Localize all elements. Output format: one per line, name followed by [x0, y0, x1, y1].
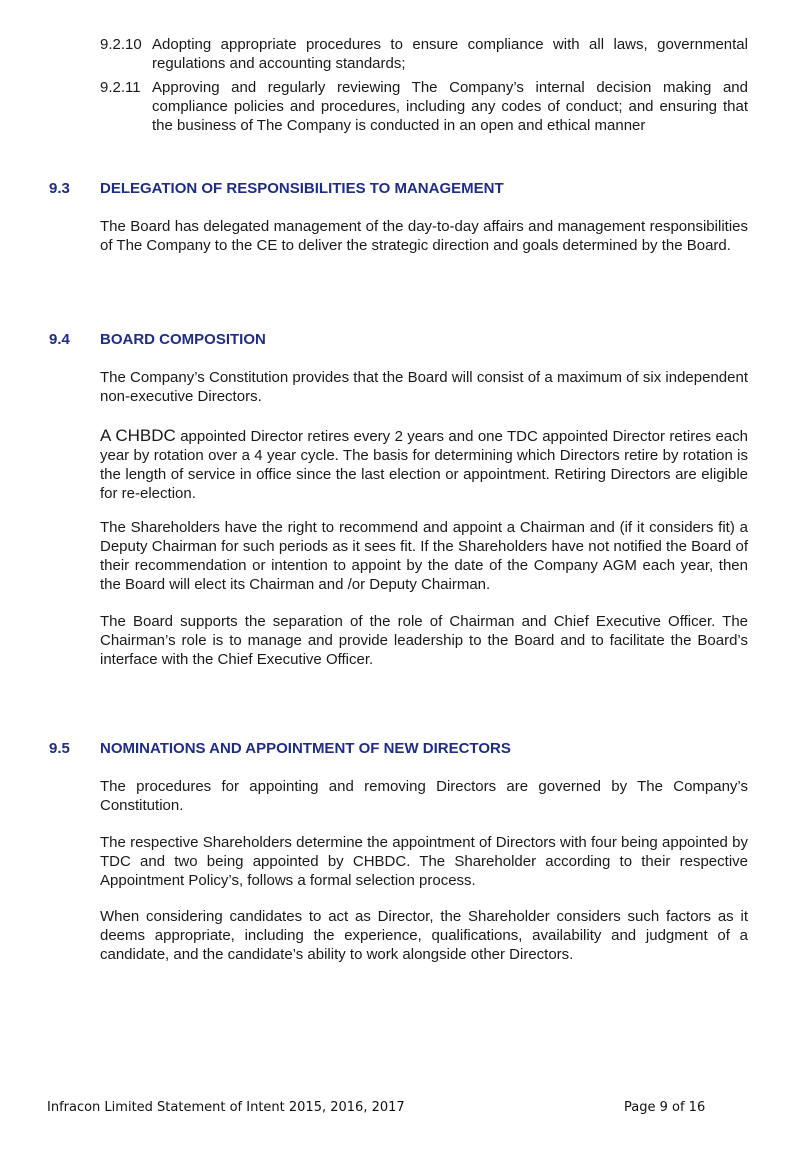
page-number: Page 9 of 16 — [624, 1100, 706, 1115]
item-text: Approving and regularly reviewing The Company’s internal decision making and compliance policies and procedures, including any codes of conduct; and ensuring that the business of The Company is conducted in an open and ethical manner — [152, 79, 748, 134]
paragraph: The Board supports the separation of the role of Chairman and Chief Executive Officer. The Chairman’s role is to manage and provide leadership to the Board and to facilitate the Board’s interface with the Chief Executive Officer. — [100, 613, 748, 668]
paragraph: The Company’s Constitution provides that the Board will consist of a maximum of six independent non-executive Directors. — [100, 369, 748, 405]
list-item — [100, 35, 748, 73]
paragraph: The procedures for appointing and removing Directors are governed by The Company’s Constitution. — [100, 778, 748, 814]
section-title: NOMINATIONS AND APPOINTMENT OF NEW DIRECTORS — [100, 740, 511, 757]
paragraph: The Shareholders have the right to recommend and appoint a Chairman and (if it considers fit) a Deputy Chairman for such periods as it sees fit. If the Shareholders have not notified the Board of their recommendation or intention to appoint by the date of the Company AGM each year, then the Board will elect its Chairman and /or Deputy Chairman. — [100, 519, 748, 593]
section-number: 9.3 — [49, 180, 70, 197]
item-text: Adopting appropriate procedures to ensure compliance with all laws, governmental regulations and accounting standards; — [152, 36, 748, 72]
paragraph-body: appointed Director retires every 2 years and one TDC appointed Director retires each year by rotation over a 4 year cycle. The basis for determining which Directors retire by rotation is the length of service in office since the last election or appointment. Retiring Directors are eligible for re-election. — [100, 428, 748, 502]
paragraph-lead: A CHBDC — [100, 426, 176, 445]
paragraph: When considering candidates to act as Director, the Shareholder considers such factors as it deems appropriate, including the experience, qualifications, availability and judgment of a candidate, and the candidate’s ability to work alongside other Directors. — [100, 908, 748, 963]
section-number: 9.4 — [49, 331, 70, 348]
section-title: BOARD COMPOSITION — [100, 331, 266, 348]
paragraph — [100, 426, 748, 503]
section-title: DELEGATION OF RESPONSIBILITIES TO MANAGEMENT — [100, 180, 504, 197]
item-number: 9.2.11 — [100, 79, 141, 96]
paragraph: The Board has delegated management of the day-to-day affairs and management responsibilities of The Company to the CE to deliver the strategic direction and goals determined by the Board. — [100, 218, 748, 254]
section-number: 9.5 — [49, 740, 70, 757]
item-number: 9.2.10 — [100, 36, 142, 53]
footer-title: Infracon Limited Statement of Intent 2015, 2016, 2017 — [47, 1100, 405, 1115]
paragraph: The respective Shareholders determine the appointment of Directors with four being appointed by TDC and two being appointed by CHBDC. The Shareholder according to their respective Appointment Policy’s, follows a formal selection process. — [100, 834, 748, 889]
list-item — [100, 78, 748, 135]
